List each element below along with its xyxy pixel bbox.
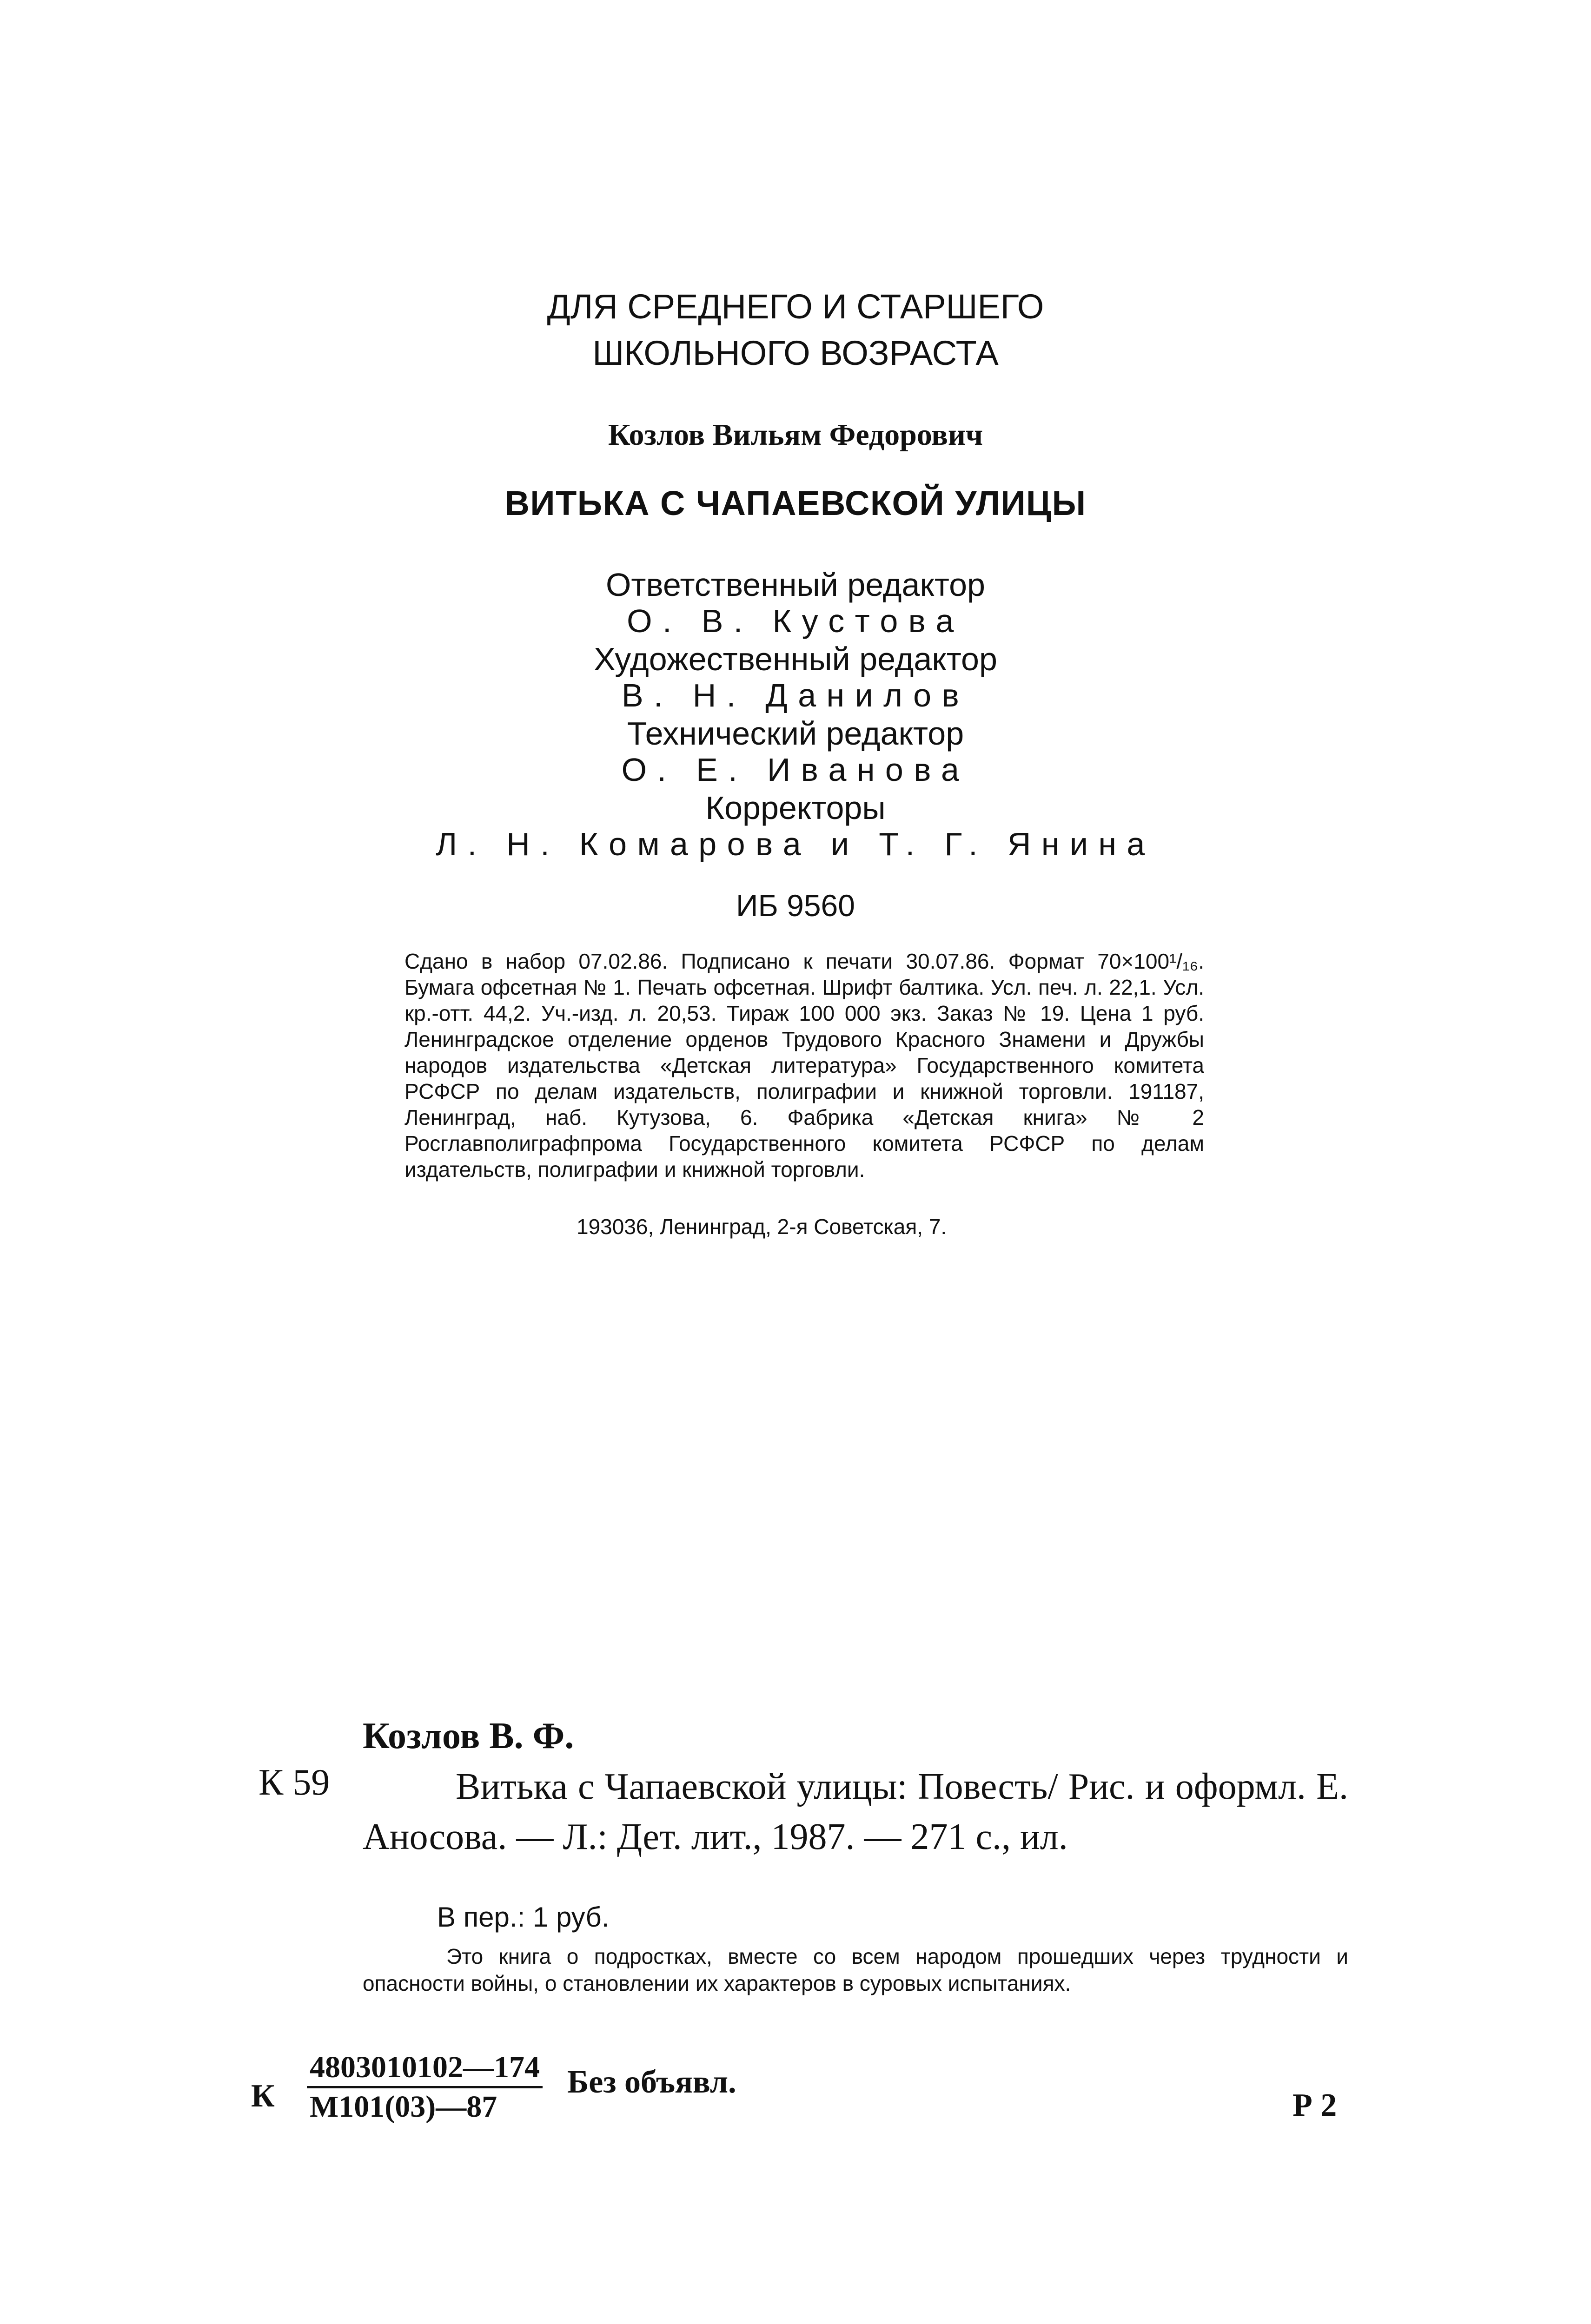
credit-role-tech-editor: Технический редактор xyxy=(627,715,964,752)
age-group-line-2: ШКОЛЬНОГО ВОЗРАСТА xyxy=(592,334,999,372)
card-classification-code: К 59 xyxy=(259,1762,330,1803)
imprint-text: Сдано в набор 07.02.86. Подписано к печати 30.07.86. Формат 70×100¹/₁₆. Бумага офсетная № 1. Печать офсетная. Шрифт балтика. Усл. печ. л. 22,1. Усл. кр.-отт. 44,2. Уч.-изд. л. 20,53. Тираж 100 000 экз. Заказ № 19. Цена 1 руб. Ленинградское отделение орденов Трудового Красного Знамени и Дружбы народов издательства «Детская литература» Государственного комитета РСФСР по делам издательств, полиграфии и книжной торговли. 191187, Ленинград, наб. Кутузова, 6. Фабрика «Детская книга» № 2 Росглавполиграфпрома Государственного комитета РСФСР по делам издательств, полиграфии и книжной торговли. xyxy=(404,949,1204,1182)
credit-role-proofreaders: Корректоры xyxy=(705,790,886,826)
credit-name-proofreaders: Л. Н. Комарова и Т. Г. Янина xyxy=(436,826,1155,862)
card-annotation: Это книга о подростках, вместе со всем народом прошедших через трудности и опасности войны, о становлении их характеров в суровых испытаниях. xyxy=(363,1944,1348,1995)
age-group-heading xyxy=(0,284,1591,376)
card-description: Витька с Чапаевской улицы: Повесть/ Рис. и оформл. Е. Аносова. — Л.: Дет. лит., 1987. — 271 с., ил. xyxy=(363,1766,1348,1857)
index-note: Без объявл. xyxy=(567,2064,736,2100)
ib-number: ИБ 9560 xyxy=(736,888,855,923)
card-price: В пер.: 1 руб. xyxy=(437,1901,610,1933)
credit-name-tech-editor: О. Е. Иванова xyxy=(621,752,970,788)
book-title: ВИТЬКА С ЧАПАЕВСКОЙ УЛИЦЫ xyxy=(504,484,1087,522)
card-author: Козлов В. Ф. xyxy=(363,1716,574,1756)
credit-name-responsible-editor: О. В. Кустова xyxy=(627,603,964,639)
imprint-address: 193036, Ленинград, 2-я Советская, 7. xyxy=(577,1215,947,1239)
credit-role-responsible-editor: Ответственный редактор xyxy=(605,567,985,603)
bbk-code: Р 2 xyxy=(1293,2087,1337,2123)
index-letter: К xyxy=(251,2078,275,2114)
index-numerator: 4803010102—174 xyxy=(307,2049,543,2088)
age-group-line-1: ДЛЯ СРЕДНЕГО И СТАРШЕГО xyxy=(547,287,1044,326)
index-fraction xyxy=(307,2049,543,2126)
credit-name-art-editor: В. Н. Данилов xyxy=(621,677,970,713)
credit-role-art-editor: Художественный редактор xyxy=(594,641,997,677)
author-full-name: Козлов Вильям Федорович xyxy=(608,418,983,452)
index-denominator: М101(03)—87 xyxy=(310,2090,497,2124)
